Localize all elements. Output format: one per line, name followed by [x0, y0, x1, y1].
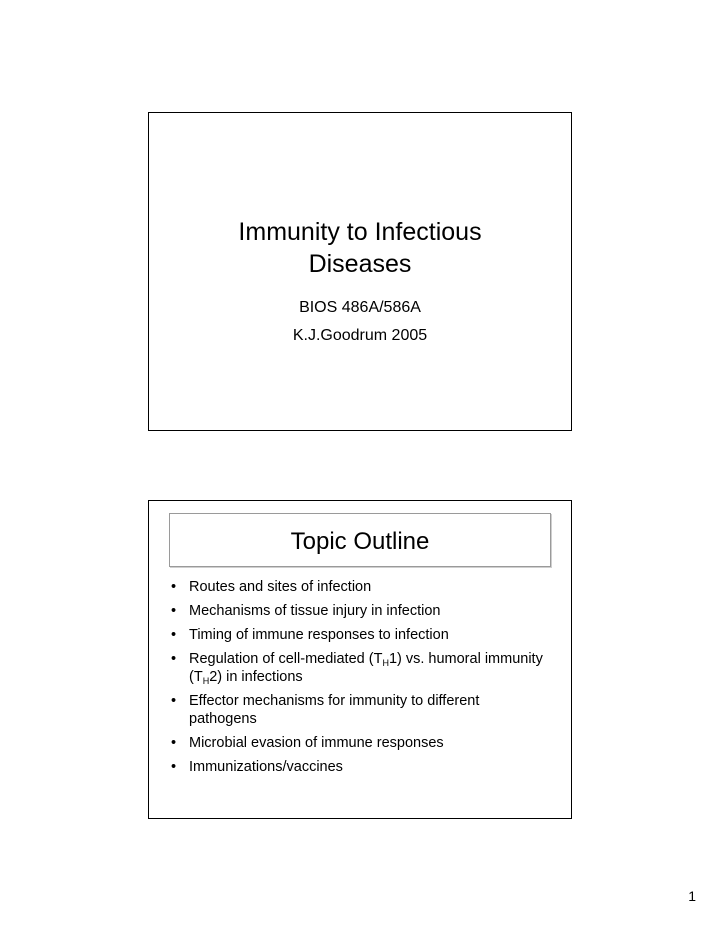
bullet-text: Routes and sites of infection [189, 579, 372, 595]
bullet-glyph: • [171, 651, 177, 667]
bullet-glyph: • [171, 627, 177, 643]
course-code: BIOS 486A/586A [299, 299, 421, 316]
title-line-1: Immunity to Infectious [238, 218, 482, 246]
slide-title: Topic Outline [290, 528, 430, 555]
bullet-text-b: 1) vs. humoral immunity (T [189, 651, 543, 685]
bullet-text: Timing of immune responses to infection [189, 627, 449, 643]
bullet-glyph: • [171, 603, 177, 619]
bullet-glyph: • [171, 735, 177, 751]
bullet-item [171, 650, 551, 686]
bullet-text-c: 2) in infections [209, 669, 303, 685]
bullet-text: Mechanisms of tissue injury in infection [189, 603, 441, 619]
bullet-text-a: Regulation of cell-mediated (T [189, 651, 383, 667]
slide-title-box [169, 513, 551, 567]
bullet-item [171, 602, 551, 620]
bullet-list [171, 578, 551, 782]
bullet-item [171, 758, 551, 776]
title-line-2: Diseases [308, 250, 412, 278]
slide-topic-outline [148, 500, 572, 819]
bullet-item [171, 692, 551, 728]
subscript-h: H [202, 676, 210, 686]
bullet-text: Microbial evasion of immune responses [189, 735, 444, 751]
bullet-glyph: • [171, 693, 177, 709]
bullet-text: Immunizations/vaccines [189, 759, 343, 775]
bullet-item [171, 734, 551, 752]
author-year: K.J.Goodrum 2005 [292, 327, 428, 344]
bullet-item [171, 626, 551, 644]
subscript-h: H [382, 658, 389, 668]
slide-title-heading [149, 216, 571, 280]
bullet-glyph: • [171, 759, 177, 775]
page-number: 1 [688, 888, 696, 904]
bullet-item [171, 578, 551, 596]
bullet-glyph: • [171, 579, 177, 595]
bullet-text: Effector mechanisms for immunity to different pathogens [189, 693, 480, 727]
slide-title [148, 112, 572, 431]
